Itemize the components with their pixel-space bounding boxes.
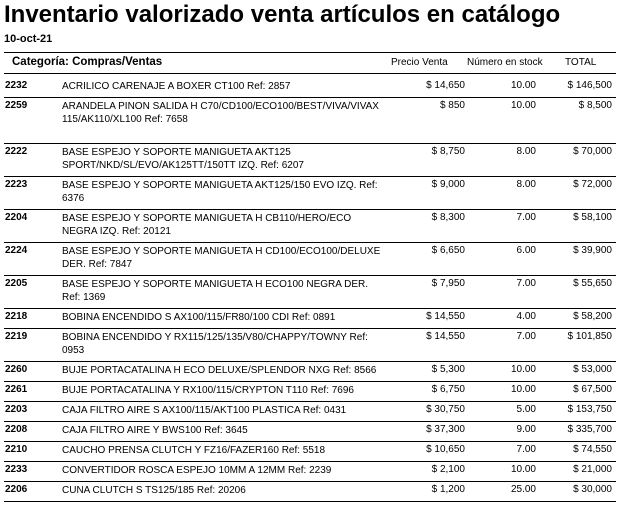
item-stock: 8.00 — [516, 146, 536, 157]
item-code: 2259 — [5, 100, 28, 111]
table-row — [4, 144, 616, 177]
item-description: ACRILICO CARENAJE A BOXER CT100 Ref: 2857 — [62, 81, 291, 92]
table-row — [4, 243, 616, 276]
item-stock: 5.00 — [516, 404, 536, 415]
item-price: $ 14,650 — [426, 80, 465, 91]
price-column-header: Precio Venta — [391, 57, 448, 68]
table-row — [4, 422, 616, 442]
item-price: $ 2,100 — [431, 464, 465, 475]
item-price: $ 14,550 — [426, 311, 465, 322]
item-total: $ 153,750 — [567, 404, 612, 415]
stock-column-header: Número en stock — [467, 57, 543, 68]
table-row — [4, 482, 616, 502]
item-price: $ 6,750 — [431, 384, 465, 395]
inventory-table — [4, 78, 616, 502]
item-code: 2204 — [5, 212, 28, 223]
item-description: BASE ESPEJO Y SOPORTE MANIGUETA H CB110/HERO/ECO NEGRA IZQ. Ref: 20121 — [62, 213, 352, 237]
item-code: 2203 — [5, 404, 28, 415]
item-description: CAJA FILTRO AIRE S AX100/115/AKT100 PLASTICA Ref: 0431 — [62, 405, 347, 416]
item-code: 2222 — [5, 146, 28, 157]
item-description: ARANDELA PINON SALIDA H C70/CD100/ECO100/BEST/VIVA/VIVAX 115/AK110/XL100 Ref: 7658 — [62, 101, 379, 125]
table-row — [4, 210, 616, 243]
category-label: Categoría: Compras/Ventas — [12, 56, 163, 68]
item-total: $ 55,650 — [573, 278, 612, 289]
report-date: 10-oct-21 — [4, 33, 53, 45]
table-row — [4, 329, 616, 362]
table-row — [4, 98, 616, 144]
item-total: $ 30,000 — [573, 484, 612, 495]
item-stock: 6.00 — [516, 245, 536, 256]
item-price: $ 7,950 — [431, 278, 465, 289]
item-price: $ 14,550 — [426, 331, 465, 342]
item-total: $ 72,000 — [573, 179, 612, 190]
item-description: CAJA FILTRO AIRE Y BWS100 Ref: 3645 — [62, 425, 248, 436]
item-price: $ 1,200 — [431, 484, 465, 495]
item-total: $ 67,500 — [573, 384, 612, 395]
item-stock: 10.00 — [510, 80, 536, 91]
item-code: 2208 — [5, 424, 28, 435]
item-total: $ 74,550 — [573, 444, 612, 455]
item-stock: 7.00 — [516, 212, 536, 223]
item-description: BUJE PORTACATALINA H ECO DELUXE/SPLENDOR NXG Ref: 8566 — [62, 365, 377, 376]
item-code: 2205 — [5, 278, 28, 289]
item-description: CONVERTIDOR ROSCA ESPEJO 10MM A 12MM Ref: 2239 — [62, 465, 332, 476]
item-code: 2218 — [5, 311, 28, 322]
item-price: $ 30,750 — [426, 404, 465, 415]
item-stock: 8.00 — [516, 179, 536, 190]
item-total: $ 101,850 — [567, 331, 612, 342]
item-stock: 10.00 — [510, 364, 536, 375]
item-stock: 7.00 — [516, 278, 536, 289]
item-code: 2233 — [5, 464, 28, 475]
item-price: $ 8,750 — [431, 146, 465, 157]
table-row — [4, 276, 616, 309]
item-total: $ 39,900 — [573, 245, 612, 256]
table-row — [4, 362, 616, 382]
item-stock: 7.00 — [516, 331, 536, 342]
item-code: 2224 — [5, 245, 28, 256]
item-total: $ 58,100 — [573, 212, 612, 223]
item-description: BASE ESPEJO Y SOPORTE MANIGUETA AKT125/150 EVO IZQ. Ref: 6376 — [62, 180, 378, 204]
total-column-header: TOTAL — [565, 57, 597, 68]
item-code: 2206 — [5, 484, 28, 495]
table-row — [4, 462, 616, 482]
item-stock: 10.00 — [510, 384, 536, 395]
item-price: $ 5,300 — [431, 364, 465, 375]
table-row — [4, 78, 616, 98]
item-stock: 10.00 — [510, 100, 536, 111]
item-total: $ 70,000 — [573, 146, 612, 157]
item-price: $ 850 — [439, 100, 465, 111]
item-description: BOBINA ENCENDIDO Y RX115/125/135/V80/CHAPPY/TOWNY Ref: 0953 — [62, 332, 368, 356]
item-total: $ 58,200 — [573, 311, 612, 322]
item-total: $ 8,500 — [578, 100, 612, 111]
table-row — [4, 402, 616, 422]
item-total: $ 335,700 — [567, 424, 612, 435]
item-total: $ 53,000 — [573, 364, 612, 375]
item-description: BOBINA ENCENDIDO S AX100/115/FR80/100 CDI Ref: 0891 — [62, 312, 336, 323]
table-row — [4, 177, 616, 210]
item-code: 2260 — [5, 364, 28, 375]
item-price: $ 10,650 — [426, 444, 465, 455]
item-description: BUJE PORTACATALINA Y RX100/115/CRYPTON T110 Ref: 7696 — [62, 385, 354, 396]
item-stock: 25.00 — [510, 484, 536, 495]
item-stock: 10.00 — [510, 464, 536, 475]
item-total: $ 21,000 — [573, 464, 612, 475]
item-description: BASE ESPEJO Y SOPORTE MANIGUETA H CD100/ECO100/DELUXE DER. Ref: 7847 — [62, 246, 381, 270]
table-row — [4, 442, 616, 462]
item-price: $ 37,300 — [426, 424, 465, 435]
item-code: 2261 — [5, 384, 28, 395]
item-stock: 4.00 — [516, 311, 536, 322]
item-price: $ 6,650 — [431, 245, 465, 256]
item-price: $ 9,000 — [431, 179, 465, 190]
item-description: CUNA CLUTCH S TS125/185 Ref: 20206 — [62, 485, 246, 496]
item-code: 2219 — [5, 331, 28, 342]
item-price: $ 8,300 — [431, 212, 465, 223]
column-header — [4, 52, 616, 74]
item-code: 2232 — [5, 80, 28, 91]
item-stock: 9.00 — [516, 424, 536, 435]
item-description: CAUCHO PRENSA CLUTCH Y FZ16/FAZER160 Ref: 5518 — [62, 445, 326, 456]
item-total: $ 146,500 — [567, 80, 612, 91]
report-title: Inventario valorizado venta artículos en catálogo — [4, 1, 561, 28]
table-row — [4, 309, 616, 329]
table-row — [4, 382, 616, 402]
item-description: BASE ESPEJO Y SOPORTE MANIGUETA AKT125 SPORT/NKD/SL/EVO/AK125TT/150TT IZQ. Ref: 6207 — [62, 147, 304, 171]
item-description: BASE ESPEJO Y SOPORTE MANIGUETA H ECO100 NEGRA DER. Ref: 1369 — [62, 279, 369, 303]
item-stock: 7.00 — [516, 444, 536, 455]
item-code: 2223 — [5, 179, 28, 190]
item-code: 2210 — [5, 444, 28, 455]
